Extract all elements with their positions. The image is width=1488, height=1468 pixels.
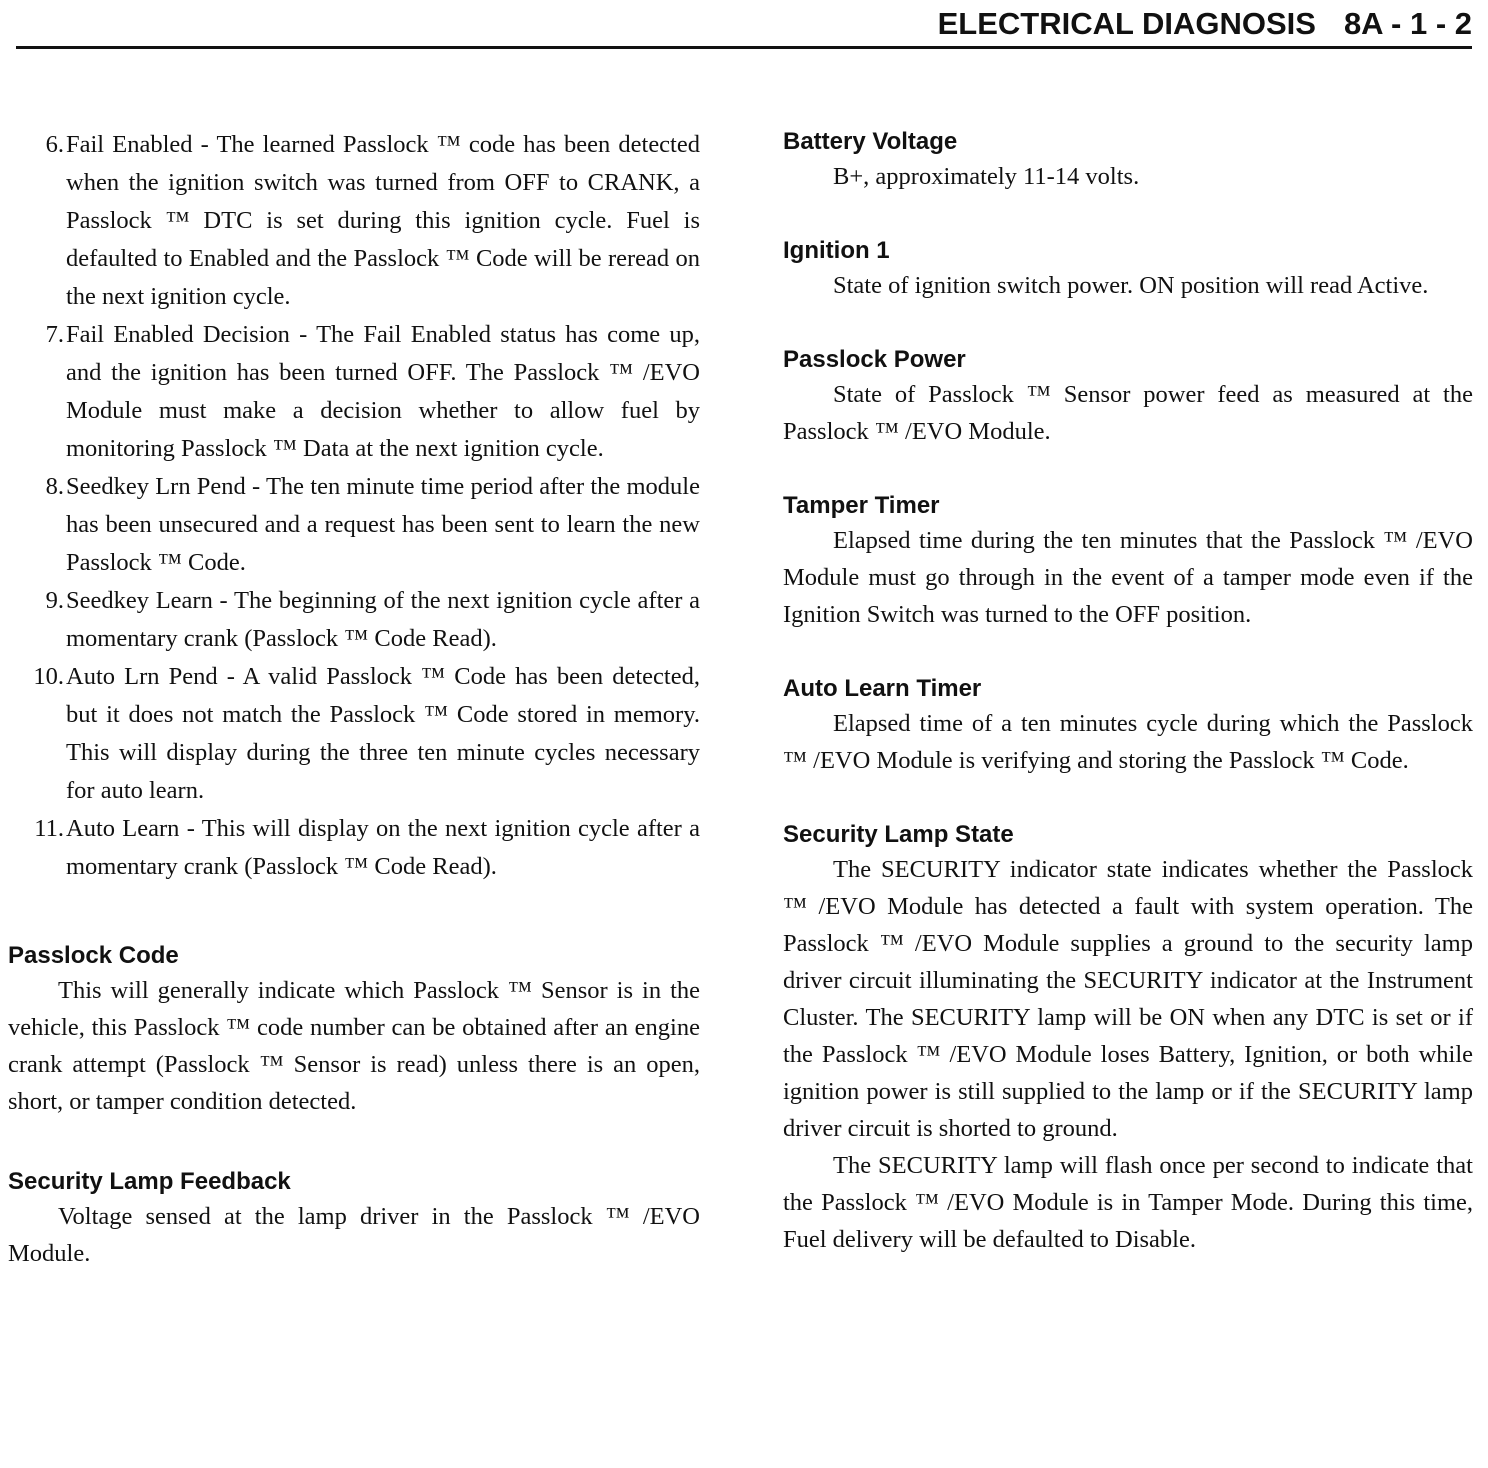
list-item: 10. Auto Lrn Pend - A valid Passlock ™ Code has been detected, but it does not match the Passlock ™ Code stored in memory. This will display during the three ten minute cycles necessary for auto learn. xyxy=(33,663,700,804)
section-title-security-lamp-state: Security Lamp State xyxy=(783,821,1014,848)
list-item: 9. Seedkey Learn - The beginning of the next ignition cycle after a momentary crank (Passlock ™ Code Read). xyxy=(45,587,700,652)
section-title-security-lamp-feedback: Security Lamp Feedback xyxy=(8,1168,291,1195)
list-item: 11. Auto Learn - This will display on the next ignition cycle after a momentary crank (Passlock ™ Code Read). xyxy=(34,815,700,880)
section-title-auto-learn-timer: Auto Learn Timer xyxy=(783,675,982,702)
section-title-tamper-timer: Tamper Timer xyxy=(783,492,940,519)
list-item: 8. Seedkey Lrn Pend - The ten minute time period after the module has been unsecured and a request has been sent to learn the new Passlock ™ Code. xyxy=(45,473,700,576)
section-text-security-lamp-feedback: Voltage sensed at the lamp driver in the Passlock ™ /EVO Module. xyxy=(8,1203,700,1267)
section-text-passlock-code: This will generally indicate which Passlock ™ Sensor is in the vehicle, this Passlock ™ code number can be obtained after an engine crank attempt (Passlock ™ Sensor is read) unless there is an open, short, or tamper condition detected. xyxy=(8,977,700,1115)
header-rule xyxy=(16,46,1472,49)
section-text-security-lamp-state-2: The SECURITY lamp will flash once per second to indicate that the Passlock ™ /EVO Module is in Tamper Mode. During this time, Fuel delivery will be defaulted to Disable. xyxy=(783,1152,1473,1253)
list-item: 7. Fail Enabled Decision - The Fail Enabled status has come up, and the ignition has been turned OFF. The Passlock ™ /EVO Module must make a decision whether to allow fuel by monitoring Passlock ™ Data at the next ignition cycle. xyxy=(45,321,700,462)
section-text-battery-voltage: B+, approximately 11-14 volts. xyxy=(833,163,1140,190)
section-text-passlock-power: State of Passlock ™ Sensor power feed as measured at the Passlock ™ /EVO Module. xyxy=(783,381,1473,445)
section-title-ignition-1: Ignition 1 xyxy=(783,237,890,264)
section-text-security-lamp-state-1: The SECURITY indicator state indicates whether the Passlock ™ /EVO Module has detected a fault with system operation. The Passlock ™ /EVO Module supplies a ground to the security lamp driver circuit illuminating the SECURITY indicator at the Instrument Cluster. The SECURITY lamp will be ON when any DTC is set or if the Passlock ™ /EVO Module loses Battery, Ignition, or both while ignition power is still supplied to the lamp or if the SECURITY lamp driver circuit is shorted to ground. xyxy=(783,856,1473,1142)
left-column xyxy=(8,126,700,1272)
page-header xyxy=(938,6,1472,42)
section-text-auto-learn-timer: Elapsed time of a ten minutes cycle during which the Passlock ™ /EVO Module is verifying and storing the Passlock ™ Code. xyxy=(783,710,1473,774)
right-column xyxy=(783,126,1473,1258)
list-item: 6. Fail Enabled - The learned Passlock ™ code has been detected when the ignition switch was turned from OFF to CRANK, a Passlock ™ DTC is set during this ignition cycle. Fuel is defaulted to Enabled and the Passlock ™ Code will be reread on the next ignition cycle. xyxy=(45,131,700,310)
header-title: ELECTRICAL DIAGNOSIS xyxy=(937,6,1316,41)
section-title-passlock-power: Passlock Power xyxy=(783,346,966,373)
section-title-passlock-code: Passlock Code xyxy=(8,942,179,969)
section-text-tamper-timer: Elapsed time during the ten minutes that the Passlock ™ /EVO Module must go through in the event of a tamper mode even if the Ignition Switch was turned to the OFF position. xyxy=(783,527,1473,628)
section-text-ignition-1: State of ignition switch power. ON position will read Active. xyxy=(833,272,1429,299)
page-number: 8A - 1 - 2 xyxy=(1343,6,1472,41)
status-list xyxy=(8,126,700,886)
section-title-battery-voltage: Battery Voltage xyxy=(783,128,958,155)
